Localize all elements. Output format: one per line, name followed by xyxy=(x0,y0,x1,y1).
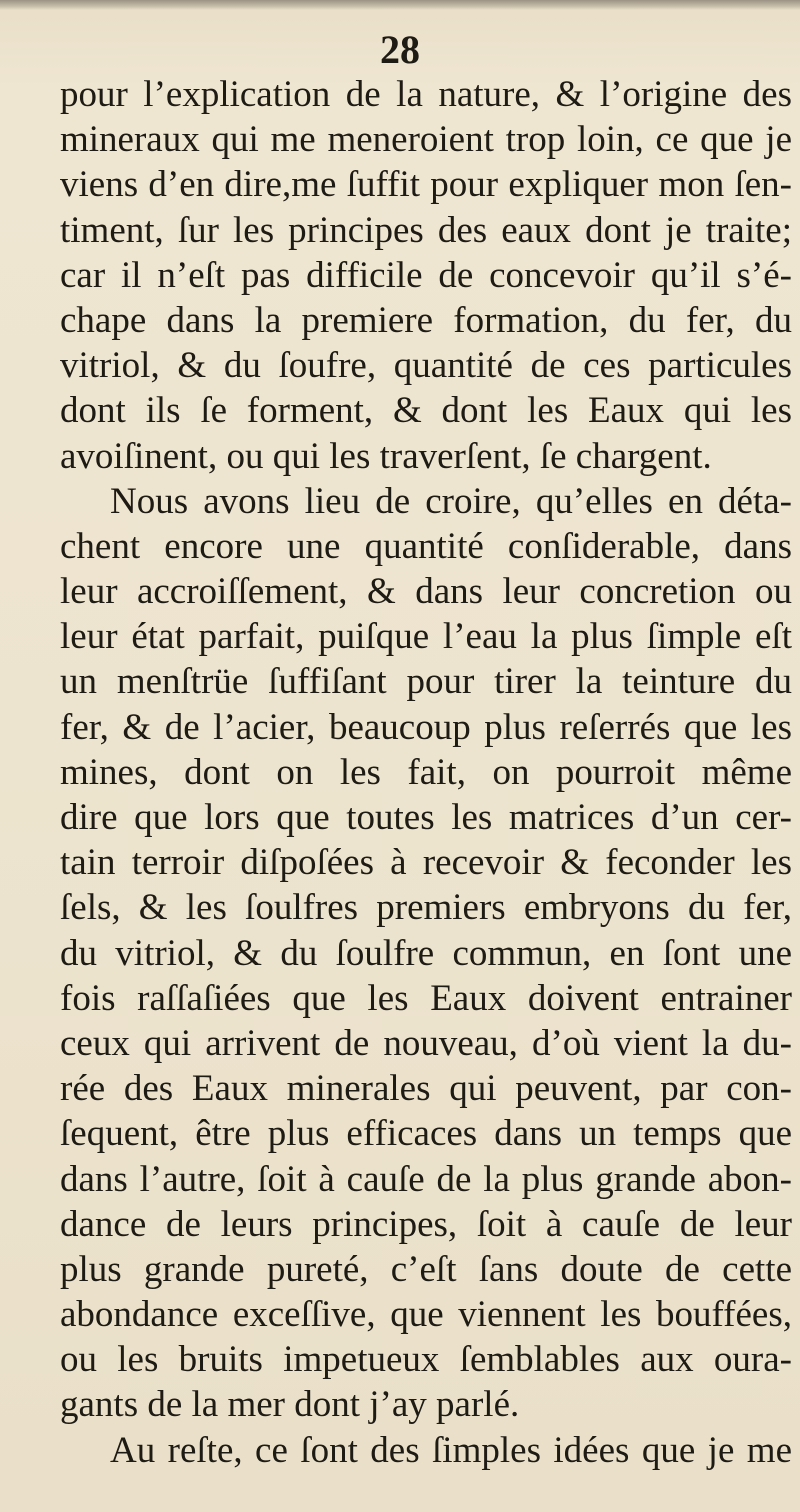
text-line: ſequent, être plus efficaces dans un temps que xyxy=(60,1113,792,1155)
text-line: rée des Eaux minerales qui peuvent, par con- xyxy=(60,1068,792,1110)
text-line: tain terroir diſpoſées à recevoir & feconder les xyxy=(60,842,792,884)
text-line: fois raſſaſiées que les Eaux doivent entrainer xyxy=(60,977,792,1019)
text-line: leur état parfait, puiſque l’eau la plus ſimple eſt xyxy=(60,616,792,658)
text-line: timent, ſur les principes des eaux dont je traite; xyxy=(60,209,792,251)
text-line: mines, dont on les fait, on pourroit même xyxy=(60,751,792,793)
page-top-edge xyxy=(0,0,800,10)
page-number: 28 xyxy=(380,27,420,72)
text-line: chape dans la premiere formation, du fer, du xyxy=(60,299,792,341)
paragraph-start-line: Nous avons lieu de croire, qu’elles en déta- xyxy=(110,480,792,522)
text-line: ceux qui arrivent de nouveau, d’où vient la du- xyxy=(60,1022,792,1064)
text-line: gants de la mer dont j’ay parlé. xyxy=(60,1384,520,1426)
text-line: un menſtrüe ſuffiſant pour tirer la teinture du xyxy=(60,661,792,703)
text-line: du vitriol, & du ſoulfre commun, en ſont une xyxy=(60,932,792,974)
text-line: ſels, & les ſoulfres premiers embryons du fer, xyxy=(60,887,792,929)
text-line: leur accroiſſement, & dans leur concretion ou xyxy=(60,571,792,613)
text-line: viens d’en dire,me ſuffit pour expliquer mon ſen- xyxy=(60,164,792,206)
text-line: abondance exceſſive, que viennent les bouffées, xyxy=(60,1294,792,1336)
text-line: chent encore une quantité conſiderable, dans xyxy=(60,525,792,567)
body-text xyxy=(60,72,792,1473)
text-line: dans l’autre, ſoit à cauſe de la plus grande abon- xyxy=(60,1158,792,1200)
text-line: dance de leurs principes, ſoit à cauſe de leur xyxy=(60,1203,792,1245)
text-line: dont ils ſe forment, & dont les Eaux qui les xyxy=(60,390,792,432)
text-line: mineraux qui me meneroient trop loin, ce que je xyxy=(60,119,792,161)
text-line: dire que lors que toutes les matrices d’un cer- xyxy=(60,797,792,838)
text-line: fer, & de l’acier, beaucoup plus reſerrés que les xyxy=(60,706,792,748)
text-line: ou les bruits impetueux ſemblables aux oura- xyxy=(60,1339,792,1381)
paragraph-start-line: Au reſte, ce ſont des ſimples idées que je me xyxy=(110,1429,792,1471)
text-line: plus grande pureté, c’eſt ſans doute de cette xyxy=(60,1248,792,1290)
text-line: vitriol, & du ſoufre, quantité de ces particules xyxy=(60,345,792,387)
text-line: pour l’explication de la nature, & l’origine des xyxy=(60,74,792,115)
text-line: car il n’eſt pas difficile de concevoir qu’il s’é- xyxy=(60,254,792,296)
text-line: avoiſinent, ou qui les traverſent, ſe chargent. xyxy=(60,435,712,477)
